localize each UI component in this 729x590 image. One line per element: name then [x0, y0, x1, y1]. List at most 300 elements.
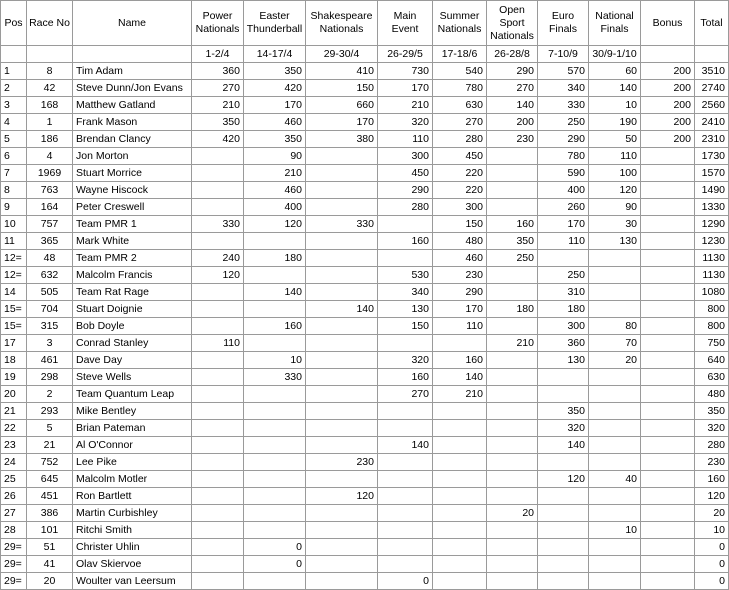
cell-national-finals	[589, 301, 641, 318]
header-race-no: Race No	[27, 1, 73, 46]
cell-name: Dave Day	[73, 352, 192, 369]
cell-main-event: 0	[378, 573, 433, 590]
cell-race-no: 101	[27, 522, 73, 539]
cell-race-no: 645	[27, 471, 73, 488]
table-row	[1, 573, 729, 590]
cell-summer-nationals: 280	[433, 131, 487, 148]
cell-race-no: 763	[27, 182, 73, 199]
cell-total: 2740	[695, 80, 729, 97]
cell-shakespeare-nationals	[306, 148, 378, 165]
cell-name: Tim Adam	[73, 63, 192, 80]
header-main-event: Main Event	[378, 1, 433, 46]
cell-shakespeare-nationals	[306, 386, 378, 403]
cell-euro-finals: 340	[538, 80, 589, 97]
cell-race-no: 632	[27, 267, 73, 284]
cell-race-no: 293	[27, 403, 73, 420]
cell-easter-thunderball	[244, 420, 306, 437]
cell-total: 3510	[695, 63, 729, 80]
cell-power-nationals	[192, 420, 244, 437]
cell-pos: 12=	[1, 267, 27, 284]
cell-pos: 22	[1, 420, 27, 437]
cell-euro-finals	[538, 454, 589, 471]
cell-main-event	[378, 522, 433, 539]
cell-main-event: 340	[378, 284, 433, 301]
cell-main-event: 170	[378, 80, 433, 97]
cell-euro-finals: 570	[538, 63, 589, 80]
cell-easter-thunderball: 350	[244, 63, 306, 80]
cell-pos: 15=	[1, 301, 27, 318]
cell-total: 2410	[695, 114, 729, 131]
table-row	[1, 437, 729, 454]
cell-open-sport-nationals	[487, 267, 538, 284]
cell-race-no: 186	[27, 131, 73, 148]
cell-national-finals: 190	[589, 114, 641, 131]
table-row	[1, 403, 729, 420]
cell-national-finals: 140	[589, 80, 641, 97]
cell-summer-nationals	[433, 454, 487, 471]
cell-power-nationals	[192, 522, 244, 539]
cell-main-event: 280	[378, 199, 433, 216]
cell-total: 1330	[695, 199, 729, 216]
cell-bonus	[641, 199, 695, 216]
cell-main-event: 160	[378, 233, 433, 250]
cell-name: Brian Pateman	[73, 420, 192, 437]
cell-power-nationals	[192, 369, 244, 386]
cell-total: 640	[695, 352, 729, 369]
cell-easter-thunderball: 170	[244, 97, 306, 114]
cell-open-sport-nationals	[487, 539, 538, 556]
cell-power-nationals	[192, 403, 244, 420]
cell-pos: 29=	[1, 539, 27, 556]
header-pos: Pos	[1, 1, 27, 46]
header-open-sport-nationals: Open Sport Nationals	[487, 1, 538, 46]
cell-easter-thunderball	[244, 454, 306, 471]
cell-shakespeare-nationals: 230	[306, 454, 378, 471]
cell-bonus	[641, 216, 695, 233]
cell-pos: 7	[1, 165, 27, 182]
cell-national-finals: 130	[589, 233, 641, 250]
cell-euro-finals: 120	[538, 471, 589, 488]
cell-open-sport-nationals	[487, 199, 538, 216]
cell-power-nationals	[192, 233, 244, 250]
cell-shakespeare-nationals: 660	[306, 97, 378, 114]
cell-summer-nationals: 220	[433, 182, 487, 199]
cell-national-finals: 30	[589, 216, 641, 233]
table-row	[1, 556, 729, 573]
table-row	[1, 148, 729, 165]
cell-main-event: 130	[378, 301, 433, 318]
cell-total: 2560	[695, 97, 729, 114]
cell-main-event: 530	[378, 267, 433, 284]
cell-total: 1130	[695, 267, 729, 284]
cell-summer-nationals: 150	[433, 216, 487, 233]
cell-total: 630	[695, 369, 729, 386]
date-national-finals: 30/9-1/10	[589, 46, 641, 63]
cell-race-no: 3	[27, 335, 73, 352]
cell-summer-nationals	[433, 539, 487, 556]
cell-summer-nationals: 210	[433, 386, 487, 403]
cell-easter-thunderball: 140	[244, 284, 306, 301]
cell-easter-thunderball: 180	[244, 250, 306, 267]
table-row	[1, 199, 729, 216]
table-row	[1, 420, 729, 437]
header-national-finals: National Finals	[589, 1, 641, 46]
cell-easter-thunderball: 0	[244, 539, 306, 556]
cell-euro-finals: 250	[538, 114, 589, 131]
cell-pos: 18	[1, 352, 27, 369]
cell-national-finals	[589, 556, 641, 573]
cell-shakespeare-nationals	[306, 556, 378, 573]
cell-name: Conrad Stanley	[73, 335, 192, 352]
cell-euro-finals	[538, 539, 589, 556]
cell-euro-finals: 110	[538, 233, 589, 250]
cell-shakespeare-nationals: 410	[306, 63, 378, 80]
cell-pos: 2	[1, 80, 27, 97]
date-easter-thunderball: 14-17/4	[244, 46, 306, 63]
cell-name: Wayne Hiscock	[73, 182, 192, 199]
table-row	[1, 80, 729, 97]
cell-euro-finals: 250	[538, 267, 589, 284]
cell-open-sport-nationals	[487, 573, 538, 590]
cell-euro-finals: 180	[538, 301, 589, 318]
date-shakespeare-nationals: 29-30/4	[306, 46, 378, 63]
cell-power-nationals	[192, 352, 244, 369]
table-row	[1, 301, 729, 318]
cell-bonus: 200	[641, 114, 695, 131]
header-name: Name	[73, 1, 192, 46]
date-main-event: 26-29/5	[378, 46, 433, 63]
cell-national-finals: 120	[589, 182, 641, 199]
date-name	[73, 46, 192, 63]
cell-easter-thunderball	[244, 301, 306, 318]
cell-name: Brendan Clancy	[73, 131, 192, 148]
cell-open-sport-nationals: 20	[487, 505, 538, 522]
cell-bonus	[641, 335, 695, 352]
cell-race-no: 2	[27, 386, 73, 403]
cell-summer-nationals	[433, 556, 487, 573]
cell-national-finals: 70	[589, 335, 641, 352]
cell-summer-nationals: 450	[433, 148, 487, 165]
table-row	[1, 267, 729, 284]
cell-pos: 14	[1, 284, 27, 301]
cell-summer-nationals: 540	[433, 63, 487, 80]
cell-total: 1230	[695, 233, 729, 250]
cell-race-no: 757	[27, 216, 73, 233]
cell-national-finals: 100	[589, 165, 641, 182]
cell-pos: 15=	[1, 318, 27, 335]
cell-euro-finals	[538, 556, 589, 573]
cell-national-finals	[589, 505, 641, 522]
cell-name: Team Quantum Leap	[73, 386, 192, 403]
cell-shakespeare-nationals	[306, 420, 378, 437]
table-row	[1, 335, 729, 352]
cell-main-event: 450	[378, 165, 433, 182]
cell-race-no: 21	[27, 437, 73, 454]
cell-main-event	[378, 488, 433, 505]
cell-pos: 1	[1, 63, 27, 80]
cell-race-no: 51	[27, 539, 73, 556]
cell-easter-thunderball	[244, 233, 306, 250]
cell-summer-nationals	[433, 505, 487, 522]
cell-bonus	[641, 182, 695, 199]
cell-shakespeare-nationals	[306, 284, 378, 301]
cell-name: Stuart Morrice	[73, 165, 192, 182]
header-euro-finals: Euro Finals	[538, 1, 589, 46]
table-row	[1, 216, 729, 233]
cell-power-nationals: 330	[192, 216, 244, 233]
cell-open-sport-nationals: 160	[487, 216, 538, 233]
cell-open-sport-nationals	[487, 318, 538, 335]
cell-race-no: 48	[27, 250, 73, 267]
cell-easter-thunderball: 160	[244, 318, 306, 335]
cell-euro-finals: 780	[538, 148, 589, 165]
cell-euro-finals	[538, 522, 589, 539]
cell-bonus	[641, 148, 695, 165]
cell-pos: 24	[1, 454, 27, 471]
cell-easter-thunderball	[244, 505, 306, 522]
cell-name: Team PMR 2	[73, 250, 192, 267]
cell-summer-nationals: 170	[433, 301, 487, 318]
cell-easter-thunderball	[244, 437, 306, 454]
cell-shakespeare-nationals: 170	[306, 114, 378, 131]
cell-shakespeare-nationals	[306, 471, 378, 488]
cell-bonus	[641, 539, 695, 556]
cell-power-nationals	[192, 386, 244, 403]
cell-total: 750	[695, 335, 729, 352]
cell-power-nationals: 360	[192, 63, 244, 80]
cell-open-sport-nationals	[487, 437, 538, 454]
cell-summer-nationals: 480	[433, 233, 487, 250]
cell-name: Martin Curbishley	[73, 505, 192, 522]
header-power-nationals: Power Nationals	[192, 1, 244, 46]
cell-name: Team Rat Rage	[73, 284, 192, 301]
cell-main-event	[378, 505, 433, 522]
cell-national-finals: 110	[589, 148, 641, 165]
cell-summer-nationals: 160	[433, 352, 487, 369]
cell-name: Lee Pike	[73, 454, 192, 471]
cell-race-no: 505	[27, 284, 73, 301]
cell-race-no: 386	[27, 505, 73, 522]
cell-summer-nationals	[433, 471, 487, 488]
cell-pos: 4	[1, 114, 27, 131]
cell-main-event	[378, 216, 433, 233]
cell-national-finals: 20	[589, 352, 641, 369]
cell-bonus	[641, 250, 695, 267]
cell-name: Steve Dunn/Jon Evans	[73, 80, 192, 97]
cell-power-nationals	[192, 182, 244, 199]
cell-easter-thunderball	[244, 573, 306, 590]
cell-national-finals	[589, 420, 641, 437]
cell-open-sport-nationals	[487, 369, 538, 386]
cell-race-no: 41	[27, 556, 73, 573]
cell-national-finals	[589, 573, 641, 590]
cell-shakespeare-nationals	[306, 539, 378, 556]
cell-euro-finals: 140	[538, 437, 589, 454]
cell-open-sport-nationals	[487, 556, 538, 573]
cell-easter-thunderball: 210	[244, 165, 306, 182]
cell-bonus	[641, 505, 695, 522]
cell-national-finals: 50	[589, 131, 641, 148]
cell-power-nationals: 240	[192, 250, 244, 267]
cell-power-nationals: 350	[192, 114, 244, 131]
cell-euro-finals	[538, 488, 589, 505]
cell-euro-finals: 400	[538, 182, 589, 199]
cell-power-nationals: 420	[192, 131, 244, 148]
cell-pos: 6	[1, 148, 27, 165]
cell-total: 120	[695, 488, 729, 505]
cell-shakespeare-nationals	[306, 522, 378, 539]
cell-open-sport-nationals	[487, 148, 538, 165]
cell-total: 280	[695, 437, 729, 454]
header-easter-thunderball: Easter Thunderball	[244, 1, 306, 46]
table-row	[1, 471, 729, 488]
cell-easter-thunderball: 460	[244, 182, 306, 199]
cell-race-no: 164	[27, 199, 73, 216]
cell-euro-finals: 590	[538, 165, 589, 182]
cell-bonus	[641, 403, 695, 420]
cell-summer-nationals: 300	[433, 199, 487, 216]
cell-pos: 28	[1, 522, 27, 539]
cell-shakespeare-nationals: 150	[306, 80, 378, 97]
cell-open-sport-nationals	[487, 182, 538, 199]
cell-race-no: 8	[27, 63, 73, 80]
cell-total: 480	[695, 386, 729, 403]
cell-race-no: 315	[27, 318, 73, 335]
cell-pos: 29=	[1, 556, 27, 573]
cell-total: 1290	[695, 216, 729, 233]
date-bonus	[641, 46, 695, 63]
cell-bonus: 200	[641, 97, 695, 114]
cell-bonus	[641, 233, 695, 250]
cell-shakespeare-nationals: 380	[306, 131, 378, 148]
cell-name: Ron Bartlett	[73, 488, 192, 505]
cell-national-finals: 10	[589, 522, 641, 539]
date-total	[695, 46, 729, 63]
cell-national-finals	[589, 284, 641, 301]
cell-summer-nationals: 630	[433, 97, 487, 114]
table-row	[1, 284, 729, 301]
cell-pos: 17	[1, 335, 27, 352]
table-row	[1, 63, 729, 80]
cell-total: 10	[695, 522, 729, 539]
cell-shakespeare-nationals	[306, 335, 378, 352]
cell-euro-finals: 310	[538, 284, 589, 301]
cell-name: Al O'Connor	[73, 437, 192, 454]
cell-power-nationals	[192, 505, 244, 522]
cell-bonus	[641, 301, 695, 318]
cell-summer-nationals	[433, 403, 487, 420]
cell-power-nationals	[192, 437, 244, 454]
cell-national-finals	[589, 437, 641, 454]
cell-main-event	[378, 250, 433, 267]
cell-name: Olav Skiervoe	[73, 556, 192, 573]
cell-shakespeare-nationals	[306, 250, 378, 267]
cell-open-sport-nationals	[487, 284, 538, 301]
cell-main-event: 160	[378, 369, 433, 386]
cell-national-finals	[589, 250, 641, 267]
cell-easter-thunderball: 420	[244, 80, 306, 97]
cell-euro-finals: 350	[538, 403, 589, 420]
cell-total: 0	[695, 539, 729, 556]
cell-pos: 29=	[1, 573, 27, 590]
cell-open-sport-nationals: 250	[487, 250, 538, 267]
cell-bonus	[641, 318, 695, 335]
cell-bonus	[641, 556, 695, 573]
cell-easter-thunderball	[244, 471, 306, 488]
cell-euro-finals	[538, 386, 589, 403]
cell-bonus	[641, 352, 695, 369]
cell-summer-nationals	[433, 488, 487, 505]
cell-total: 1080	[695, 284, 729, 301]
cell-total: 1730	[695, 148, 729, 165]
cell-total: 1490	[695, 182, 729, 199]
cell-open-sport-nationals	[487, 420, 538, 437]
cell-race-no: 20	[27, 573, 73, 590]
cell-name: Frank Mason	[73, 114, 192, 131]
cell-easter-thunderball: 0	[244, 556, 306, 573]
cell-main-event	[378, 471, 433, 488]
cell-main-event: 110	[378, 131, 433, 148]
cell-open-sport-nationals	[487, 488, 538, 505]
cell-total: 160	[695, 471, 729, 488]
cell-euro-finals: 320	[538, 420, 589, 437]
cell-national-finals: 90	[589, 199, 641, 216]
cell-pos: 11	[1, 233, 27, 250]
cell-bonus	[641, 471, 695, 488]
cell-summer-nationals	[433, 573, 487, 590]
cell-power-nationals	[192, 488, 244, 505]
cell-main-event	[378, 539, 433, 556]
cell-easter-thunderball	[244, 522, 306, 539]
cell-main-event: 320	[378, 352, 433, 369]
cell-shakespeare-nationals	[306, 505, 378, 522]
table-row	[1, 165, 729, 182]
cell-name: Matthew Gatland	[73, 97, 192, 114]
table-row	[1, 97, 729, 114]
header-summer-nationals: Summer Nationals	[433, 1, 487, 46]
cell-bonus	[641, 437, 695, 454]
cell-shakespeare-nationals: 330	[306, 216, 378, 233]
cell-euro-finals: 130	[538, 352, 589, 369]
cell-pos: 19	[1, 369, 27, 386]
cell-easter-thunderball: 120	[244, 216, 306, 233]
cell-open-sport-nationals: 290	[487, 63, 538, 80]
cell-open-sport-nationals	[487, 522, 538, 539]
cell-main-event: 730	[378, 63, 433, 80]
cell-power-nationals	[192, 301, 244, 318]
cell-power-nationals: 270	[192, 80, 244, 97]
header-shakespeare-nationals: Shakespeare Nationals	[306, 1, 378, 46]
table-row	[1, 454, 729, 471]
cell-national-finals	[589, 267, 641, 284]
cell-name: Christer Uhlin	[73, 539, 192, 556]
table-row	[1, 539, 729, 556]
cell-open-sport-nationals	[487, 165, 538, 182]
table-row	[1, 352, 729, 369]
cell-shakespeare-nationals	[306, 267, 378, 284]
cell-main-event	[378, 556, 433, 573]
date-pos	[1, 46, 27, 63]
cell-main-event: 150	[378, 318, 433, 335]
cell-total: 1130	[695, 250, 729, 267]
cell-easter-thunderball	[244, 386, 306, 403]
cell-main-event: 270	[378, 386, 433, 403]
cell-shakespeare-nationals	[306, 352, 378, 369]
cell-shakespeare-nationals	[306, 165, 378, 182]
cell-summer-nationals: 140	[433, 369, 487, 386]
cell-summer-nationals: 220	[433, 165, 487, 182]
dates-row	[1, 46, 729, 63]
